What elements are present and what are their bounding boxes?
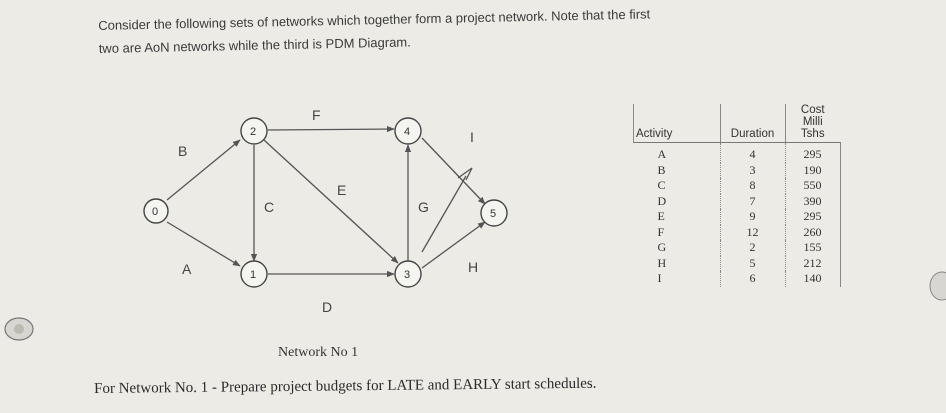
intro-line-1: Consider the following sets of networks which together form a project network. Note that the first: [98, 6, 651, 33]
table-row: [634, 240, 841, 256]
edge-label-b: B: [178, 143, 188, 159]
edge-f: [268, 129, 394, 130]
activity-table: [633, 104, 841, 287]
cell-activity: A: [657, 147, 667, 161]
cell-duration: 4: [720, 143, 785, 163]
edge-label-d: D: [322, 299, 333, 315]
cell-cost: 295: [785, 209, 840, 225]
instruction-text: For Network No. 1 - Prepare project budgets for LATE and EARLY start schedules.: [94, 375, 597, 397]
cell-activity: F: [657, 224, 665, 239]
cell-cost: 390: [785, 194, 840, 210]
cell-cost: 295: [785, 143, 840, 163]
cell-duration: 7: [720, 194, 785, 210]
cell-duration: 5: [720, 256, 785, 272]
header-cost-line-1: Cost: [800, 104, 825, 116]
cell-cost: 140: [785, 271, 840, 287]
node-4: [395, 118, 421, 144]
cell-cost: 260: [785, 225, 840, 241]
svg-text:0: 0: [152, 206, 159, 218]
edge-label-e: E: [337, 182, 347, 198]
node-1: [241, 261, 267, 287]
svg-text:1: 1: [250, 269, 257, 281]
table-row: [634, 178, 841, 194]
svg-text:5: 5: [490, 208, 497, 220]
table-row: [634, 143, 841, 163]
cell-duration: 9: [720, 209, 785, 225]
svg-text:2: 2: [250, 126, 257, 138]
pen-mark: [422, 168, 472, 252]
edge-label-i: I: [470, 129, 474, 145]
cell-cost: 190: [785, 163, 840, 179]
cell-activity: I: [657, 271, 662, 285]
table-row: [634, 256, 841, 272]
cell-cost: 550: [785, 178, 840, 194]
binder-hole-icon: [2, 315, 36, 343]
intro-line-2: two are AoN networks while the third is PDM Diagram.: [98, 34, 411, 56]
cell-activity: D: [657, 193, 667, 208]
table-row: [634, 271, 841, 287]
node-2: [241, 118, 267, 144]
cell-duration: 8: [720, 178, 785, 194]
cell-activity: E: [657, 209, 665, 223]
node-0: [144, 199, 168, 223]
svg-text:4: 4: [404, 126, 411, 138]
edge-i: [422, 138, 485, 204]
edge-a: [167, 222, 240, 266]
node-5: [481, 200, 507, 226]
cell-duration: 12: [720, 225, 785, 241]
cell-duration: 6: [720, 271, 785, 287]
network-diagram: [140, 100, 540, 340]
table-row: [634, 194, 841, 210]
header-duration: Duration: [720, 104, 785, 143]
edge-label-h: H: [468, 259, 479, 275]
edge-label-a: A: [182, 261, 192, 277]
cell-activity: B: [657, 162, 666, 177]
table-row: [634, 163, 841, 179]
cell-activity: H: [657, 255, 667, 270]
table-row: [634, 225, 841, 241]
edge-label-f: F: [312, 107, 321, 123]
header-cost-line-3: Tshs: [800, 128, 825, 140]
cell-cost: 212: [785, 256, 840, 272]
edge-e: [264, 140, 398, 263]
node-3: [395, 261, 421, 287]
cell-duration: 2: [720, 240, 785, 256]
edge-label-c: C: [264, 199, 275, 215]
network-caption: Network No 1: [278, 345, 359, 360]
cell-activity: C: [657, 178, 666, 192]
binder-hole-icon: [924, 268, 946, 304]
cell-activity: G: [657, 240, 667, 254]
header-activity: Activity: [634, 104, 721, 143]
edge-label-g: G: [418, 199, 429, 215]
table-row: [634, 209, 841, 225]
cell-duration: 3: [720, 163, 785, 179]
svg-text:3: 3: [404, 269, 411, 281]
header-cost-line-2: Milli: [802, 116, 823, 128]
intro-paragraph: [98, 0, 839, 60]
header-cost: [785, 104, 840, 143]
table-header-row: [634, 104, 841, 143]
cell-cost: 155: [785, 240, 840, 256]
